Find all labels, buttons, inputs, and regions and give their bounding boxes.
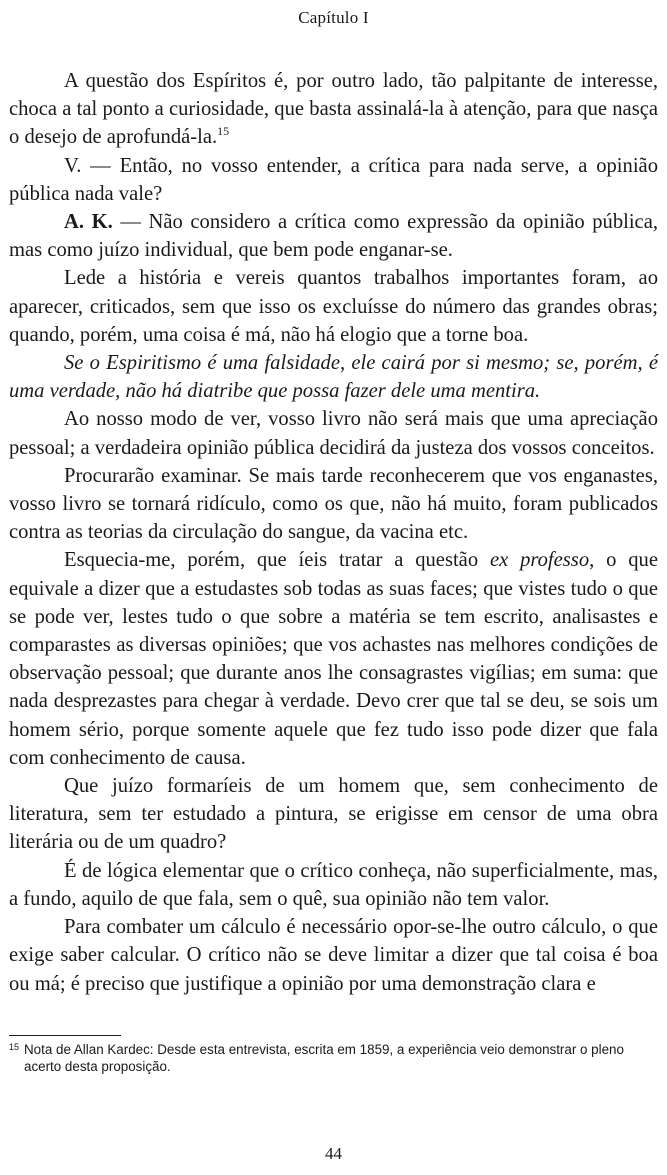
paragraph: Que juízo formaríeis de um homem que, sem conhecimento de literatura, sem ter estudado a pintura, se erigisse em censor de uma obra literária ou de um quadro? <box>9 775 658 854</box>
dialogue-paragraph <box>9 208 658 264</box>
speaker-label: V. <box>64 154 82 177</box>
page-number: 44 <box>325 1144 342 1163</box>
speaker-label: A. K. <box>64 211 113 234</box>
paragraph <box>9 546 658 772</box>
paragraph-text: — Não considero a crítica como expressão da opinião pública, mas como juízo individual, que bem pode enganar-se. <box>9 211 658 262</box>
italic-paragraph <box>9 349 658 405</box>
footnote-number: 15 <box>9 1042 20 1052</box>
paragraph-text: , o que equivale a dizer que a estudastes sob todas as suas faces; que vistes tudo o que se pode ver, lestes tudo o que sobre a matéria se tem escrito, analisastes e comparastes as diversas opiniões; que vos achastes nas melhores condições de observação pessoal; que durante anos lhe consagrastes vigílias; em suma: que nada desprezastes para chegar à verdade. Devo crer que tal se deu, se sois um homem sério, porque somente aquele que fez tudo isso pode dizer que fala com conhecimento de causa. <box>9 549 658 769</box>
paragraph: Procurarão examinar. Se mais tarde reconhecerem que vos enganastes, vosso livro se tornará ridículo, como os que, não há muito, foram publicados contra as teorias da circulação do sangue, da vacina etc. <box>9 464 658 544</box>
italic-phrase: ex professo <box>489 549 590 572</box>
paragraph: Lede a história e vereis quantos trabalhos importantes foram, ao aparecer, criticados, sem que isso os excluísse do número das grandes obras; quando, porém, uma coisa é má, não há elogio que a torne boa. <box>9 267 658 346</box>
footnote-reference: 15 <box>217 124 230 139</box>
running-head: Capítulo I <box>298 8 369 27</box>
body-text <box>9 67 658 998</box>
paragraph-text: — Então, no vosso entender, a crítica para nada serve, a opinião pública nada vale? <box>9 154 658 205</box>
paragraph: Ao nosso modo de ver, vosso livro não será mais que uma apreciação pessoal; a verdadeira opinião pública decidirá da justeza dos vossos conceitos. <box>9 408 658 459</box>
footnote-divider <box>9 1035 121 1036</box>
paragraph: Para combater um cálculo é necessário opor-se-lhe outro cálculo, o que exige saber calcular. O crítico não se deve limitar a dizer que tal coisa é boa ou má; é preciso que justifique a opinião por uma demonstração clara e <box>9 916 658 995</box>
footnote <box>9 1041 658 1075</box>
paragraph <box>9 67 658 152</box>
footnote-text: Nota de Allan Kardec: Desde esta entrevista, escrita em 1859, a experiência veio demonstrar o pleno acerto desta proposição. <box>24 1042 624 1074</box>
paragraph: É de lógica elementar que o crítico conheça, não superficialmente, mas, a fundo, aquilo de que fala, sem o quê, sua opinião não tem valor. <box>9 859 658 910</box>
paragraph-text: A questão dos Espíritos é, por outro lado, tão palpitante de interesse, choca a tal ponto a curiosidade, que basta assinalá-la à atenção, para que nasça o desejo de aprofundá-la. <box>9 70 658 149</box>
dialogue-paragraph <box>9 152 658 208</box>
paragraph-text: Se o Espiritismo é uma falsidade, ele cairá por si mesmo; se, porém, é uma verdade, não há diatribe que possa fazer dele uma mentira. <box>9 352 658 403</box>
paragraph-text: Esquecia-me, porém, que íeis tratar a questão <box>64 549 490 572</box>
